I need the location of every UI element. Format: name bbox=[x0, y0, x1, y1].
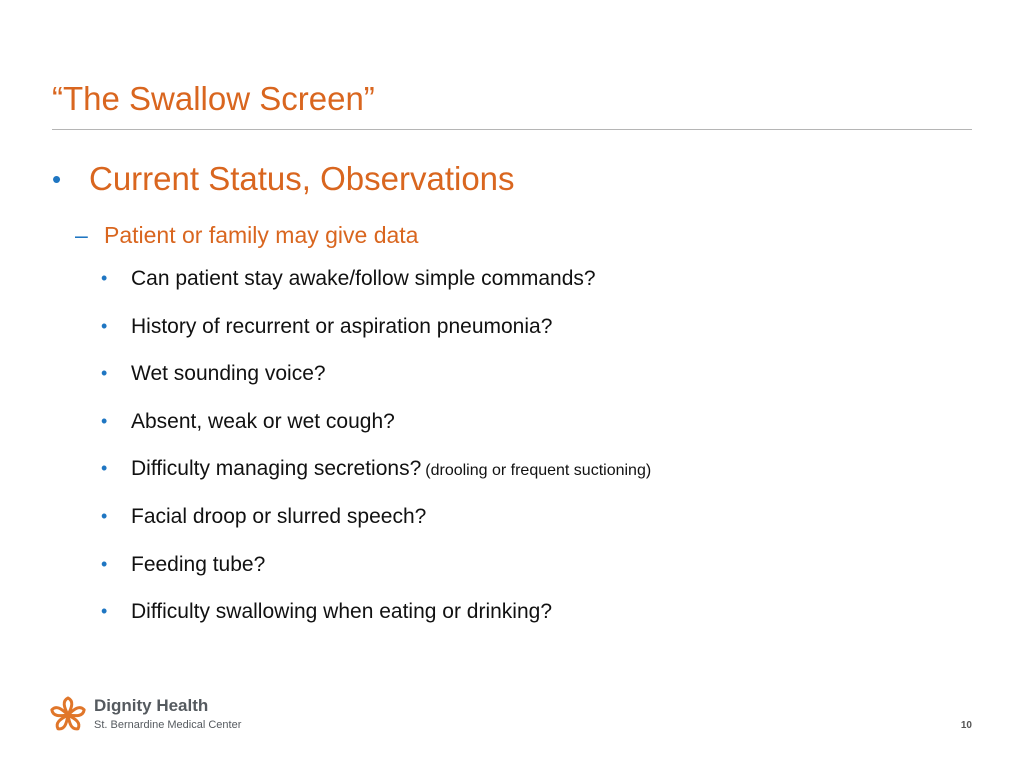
footer-logo bbox=[48, 695, 248, 737]
list-item-text bbox=[131, 553, 265, 577]
bullet-icon: • bbox=[101, 268, 108, 288]
question-text: Can patient stay awake/follow simple commands? bbox=[131, 267, 596, 290]
logo-subtitle: St. Bernardine Medical Center bbox=[94, 719, 242, 731]
bullet-icon: • bbox=[101, 315, 108, 336]
bullet-icon: • bbox=[52, 164, 62, 194]
title-divider bbox=[52, 129, 972, 130]
dignity-health-star-icon bbox=[48, 695, 88, 735]
question-text: Feeding tube? bbox=[131, 552, 266, 576]
list-item-text bbox=[131, 600, 552, 624]
question-text: Wet sounding voice? bbox=[131, 362, 326, 386]
list-item-text bbox=[131, 362, 326, 386]
list-item-text bbox=[131, 267, 596, 291]
dash-icon: – bbox=[75, 222, 88, 248]
bullet-icon: • bbox=[101, 410, 108, 431]
question-note: (drooling or frequent suctioning) bbox=[425, 462, 652, 480]
bullet-icon: • bbox=[101, 458, 108, 479]
level2-text: Patient or family may give data bbox=[104, 222, 419, 248]
logo-name: Dignity Health bbox=[94, 696, 209, 715]
slide-title: “The Swallow Screen” bbox=[52, 80, 375, 117]
bullet-icon: • bbox=[101, 505, 108, 526]
list-item-text bbox=[131, 315, 552, 339]
level1-text: Current Status, Observations bbox=[89, 160, 515, 197]
question-text: History of recurrent or aspiration pneumonia? bbox=[131, 314, 553, 338]
list-item-text bbox=[131, 457, 651, 481]
bullet-icon: • bbox=[101, 553, 108, 574]
list-item-text bbox=[131, 410, 395, 434]
question-text: Absent, weak or wet cough? bbox=[131, 409, 395, 433]
question-text: Facial droop or slurred speech? bbox=[131, 504, 427, 528]
bullet-icon: • bbox=[101, 363, 108, 384]
page-number: 10 bbox=[960, 720, 972, 731]
question-text: Difficulty managing secretions? bbox=[131, 457, 422, 481]
list-item-text bbox=[131, 505, 426, 529]
question-text: Difficulty swallowing when eating or drinking? bbox=[131, 600, 552, 624]
bullet-icon: • bbox=[101, 601, 108, 622]
